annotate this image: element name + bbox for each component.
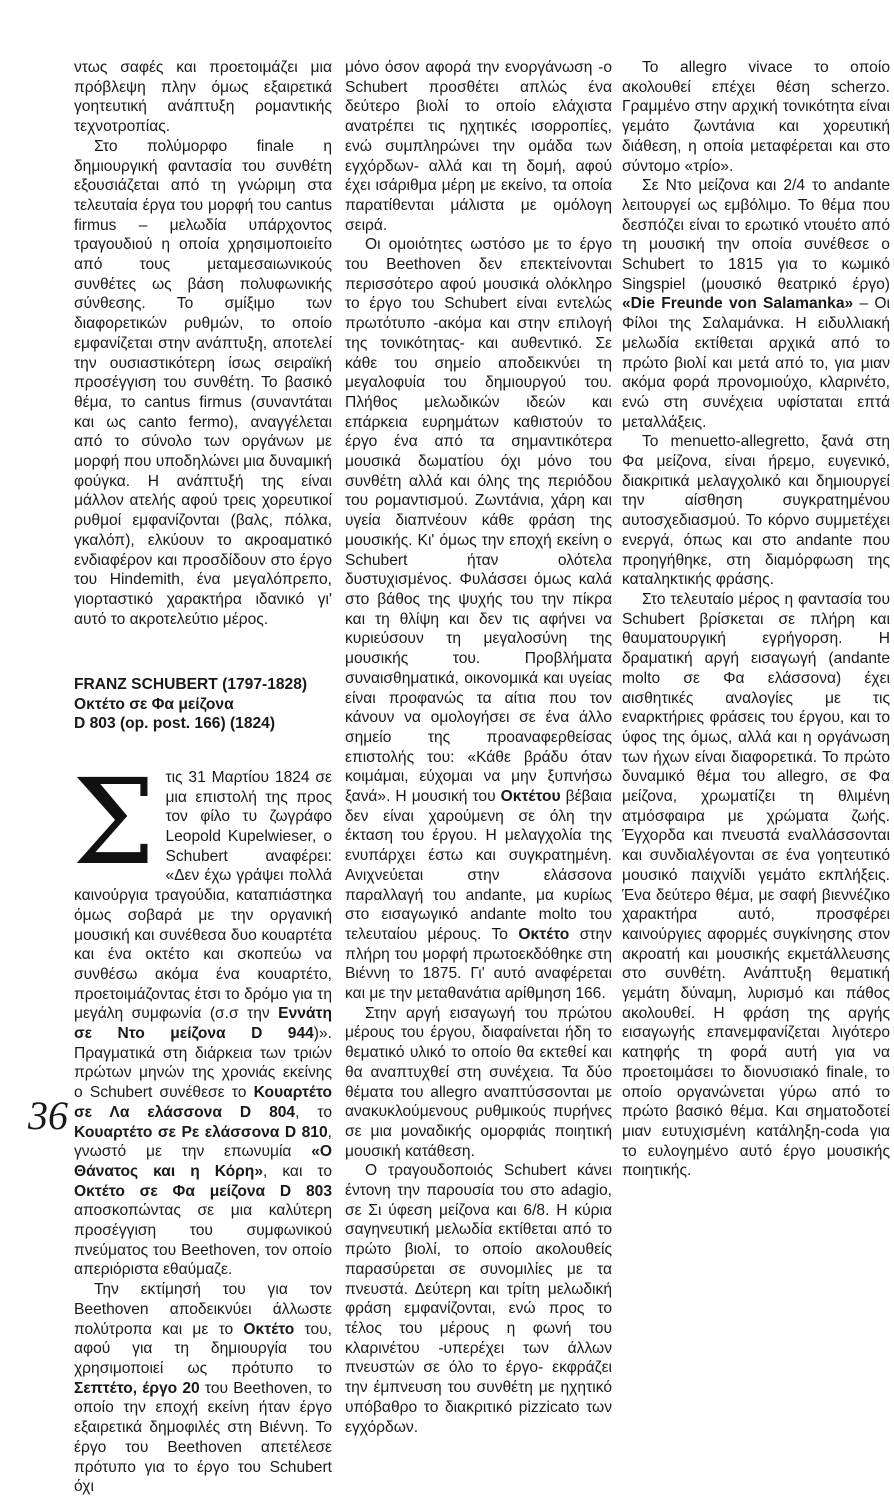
- bold-run: Οκτέτο: [518, 925, 570, 943]
- text-column-1: [74, 58, 332, 1497]
- bold-run: «Ο Θάνατος και η Κόρη»: [74, 1143, 332, 1180]
- text-run: , γνωστό με την επωνυμία: [74, 1123, 332, 1161]
- bold-run: «Die Freunde von Salamanka»: [622, 295, 854, 313]
- bold-run: Οκτέτο σε Φα μείζονα D 803: [74, 1182, 332, 1200]
- paragraph: Στο τελευταίο μέρος η φαντασία του Schubert βρίσκεται σε πλήρη και θαυματουργική εγρήγορση. Η δραματική αργή εισαγωγή (andante molto σε Φα ελάσσονα) έχει αισθητικές αναλογίες με τις εναρκτήριες φράσεις του έργου, και το ύφος της όμως, αλλά και η οργάνωση των ήχων είναι διαφορετικά. Το πρώτο δυναμικό θέμα του allegro, σε Φα μείζονα, χρωματίζει τη θλιμένη ατμόσφαιρα με χρώματα ζωής. Έγχορδα και πνευστά εναλλάσσονται και συνδιαλέγονται σε ένα γοητευτικό μουσικό παιχνίδι γεμάτο εκπλήξεις. Ένα δεύτερο θέμα, με σαφή βιεννέζικο χαρακτήρα αυτό, προσφέρει καινούργιες αφορμές συγκίνησης στον ακροατή και μουσικής εκμετάλλευσης στο συνθέτη. Ανάπτυξη θεματική γεμάτη δύναμη, λυρισμό και πάθος ακολουθεί. Η φράση της αργής εισαγωγής επανεμφανίζεται λιγότερο κατηφής τη φορά αυτή για να προετοιμάσει το διονυσιακό finale, το οποίο οργανώνεται γύρω από το πρώτο βασικό θέμα. Και σηματοδοτεί μιαν ευτυχισμένη κατάληξη-coda για το ευλογημένο αυτό έργο μουσικής ποιητικής.: [622, 590, 890, 1180]
- paragraph: [622, 176, 890, 432]
- text-column-3: [622, 58, 890, 1181]
- text-run: αποσκοπώντας σε μια καλύτερη προσέγγιση του συμφωνικού πνεύματος του Beethoven, τον οποίο απεριόριστα εθαύμαζε.: [74, 1202, 332, 1279]
- text-run: )». Πραγματικά στη διάρκεια των τριών πρώτων μηνών της χρονιάς εκείνης ο Schubert συνέθεσε το: [74, 1025, 332, 1102]
- paragraph: Ο τραγουδοποιός Schubert κάνει έντονη την παρουσία του στο adagio, σε Σι ύφεση μείζονα και 6/8. Η κύρια σαγηνευτική μελωδία εκτίθεται από το πρώτο βιολί, το οποίο ακολουθείς παρασύρεται σε συνομιλίες με τα πνευστά. Δεύτερη και τρίτη μελωδική φράση εμφανίζονται, ενώ προς το τέλος του μέρους η φωνή του κλαρινέτου -υπερέχει των άλλων πνευστών σε όλο το έργο- εκφράζει την έμπνευση του συνθέτη με ηχητικό υπόβαθρο το διακριτικό pizzicato των εγχόρδων.: [345, 1162, 612, 1436]
- paragraph: [72, 752, 333, 1280]
- drop-cap: Σ: [72, 752, 156, 891]
- text-run: του, αφού για τη δημιουργία του χρησιμοποιεί ως πρότυπο το: [74, 1320, 332, 1377]
- paragraph: μόνο όσον αφορά την ενοργάνωση -ο Schubert προσθέτει απλώς ένα δεύτερο βιολί το οποίο ελάχιστα ανατρέπει τις ηχητικές ισορροπίες, ενώ συμπληρώνει την ομάδα των εγχόρδων- αλλά και τη δομή, αφού έχει ισάριθμα μέρη με εκείνο, τα οποία παρατίθενται μάλιστα με ομόλογη σειρά.: [345, 59, 612, 234]
- paragraph: [74, 1280, 332, 1497]
- text-run: βέβαια δεν είναι χαρούμενη σε όλη την έκταση του έργου. Η μελαγχολία της ενυπάρχει έστω και συγκρατημένη. Ανιχνεύεται στην ελάσσονα παραλλαγή του andante, μα κυρίως στο εισαγωγικό andante molto του τελευταίου μέρους. Το: [345, 788, 613, 943]
- text-column-2: [345, 58, 612, 1437]
- text-run: , το: [295, 1103, 332, 1121]
- bold-run: Οκτέτο: [243, 1320, 295, 1338]
- paragraph: ντως σαφές και προετοιμάζει μια πρόβλεψη πλην όμως εξαιρετικά γοητευτική ανάπτυξη ρομαντικής τεχνοτροπίας.: [74, 59, 332, 136]
- bold-run: Κουαρτέτο σε Ρε ελάσσονα D 810: [74, 1123, 328, 1141]
- text-run: τις 31 Μαρτίου 1824 σε μια επιστολή της προς τον φίλο τυ ζωγράφο Leopold Kupelwieser, ο Schubert αναφέρει: «Δεν έχω γράψει πολλά καινούργια τραγούδια, καταπιάστηκα όμως σοβαρά με την οργανική μουσική και συνέθεσα δυο κουαρτέτα και ένα οκτέτο και σκοπεύω να συνθέσω ακόμα ένα κουαρτέτο, προετοιμάζοντας έτσι το δρόμο για τη μεγάλη συμφωνία (σ.σ την: [74, 768, 332, 1023]
- text-run: Οι ομοιότητες ωστόσο με το έργο του Beethoven δεν επεκτείνονται περισσότερο αφού μουσικά ολόκληρο το έργο του Schubert είναι εντελώς πρωτότυπο -ακόμα και στην επιλογή της τονικότητας- και αυθεντικό. Σε κάθε του σημείο αποδεικνύει τη μεγαλοφυία του δημιουργού του. Πλήθος μελωδικών ιδεών και επάρκεια ευρημάτων καθιστούν το έργο ένα από τα σημαντικότερα μουσικά δωματίου όχι μόνο του συνθέτη αλλά και όλης της περιόδου του ρομαντισμού. Ζωντάνια, χάρη και υγεία διαπνέουν κάθε φράση της μουσικής. Κι' όμως την εποχή εκείνη ο Schubert ήταν ολότελα δυστυχισμένος. Φυλάσσει όμως καλά στο βάθος της ψυχής του την πίκρα και τη θλίψη και δεν τις αφήνει να κυριεύσουν τη μεγαλοσύνη της μουσικής του. Προβλήματα συναισθηματικά, οικονομικά και υγείας είναι προφανώς τα αίτια που τον κάνουν να ομολογήσει σε ένα άλλο σημείο της προαναφερθείσας επιστολής του: «Κάθε βράδυ όταν κοιμάμαι, εύχομαι να μην ξυπνήσω ξανά». Η μουσική του: [345, 236, 612, 806]
- paragraph: [345, 235, 612, 1003]
- page-number: 36: [28, 1093, 68, 1138]
- text-run: Την εκτίμησή του για τον Beethoven αποδεικνύει άλλωστε πολύτροπα και με το: [74, 1281, 332, 1338]
- bold-run: Οκτέτου: [500, 788, 561, 806]
- composer-name: FRANZ SCHUBERT (1797-1828): [74, 676, 308, 694]
- bold-run: Σεπτέτο, έργο 20: [74, 1379, 200, 1397]
- paragraph: Το allegro vivace το οποίο ακολουθεί επέχει θέση scherzo. Γραμμένο στην αρχική τονικότητα είναι γεμάτο ζωντάνια και χορευτική διάθεση, η οποία μεταφέρεται και στο σύντομο «τρίο».: [622, 59, 890, 175]
- work-title: Οκτέτο σε Φα μείζονα: [74, 695, 234, 713]
- text-run: Σε Ντο μείζονα και 2/4 το andante λειτουργεί ως εμβόλιμο. Το θέμα που δεσπόζει είναι το ερωτικό ντουέτο από τη μουσική την οποία συνέθεσε ο Schubert το 1815 για το κωμικό Singspiel (μουσικό θεατρικό έργο): [622, 177, 890, 293]
- work-heading: [74, 675, 332, 734]
- work-catalogue: D 803 (op. post. 166) (1824): [74, 715, 276, 733]
- paragraph: Στην αργή εισαγωγή του πρώτου μέρους του έργου, διαφαίνεται ήδη το θεματικό υλικό το οποίο θα εκτεθεί και θα αναπτυχθεί στη συνέχεια. Τα δύο θέματα του allegro αναπτύσσονται με ανακυκλούμενους ρυθμικούς πυρήνες σε μια μοναδικής ομορφιάς ποιητική μουσική κατάθεση.: [345, 1004, 612, 1160]
- paragraph: Στο πολύμορφο finale η δημιουργική φαντασία του συνθέτη εξουσιάζεται από τη γνώριμη στα τελευταία έργα του μορφή του cantus firmus – μελωδία υπάρχοντος τραγουδιού η οποία χρησιμοποιείτο από τους μεταμεσαιωνικούς συνθέτες ως βάση πολυφωνικής σύνθεσης. Το σμίξιμο των διαφορετικών ρυθμών, το οποίο εμφανίζεται στην ανάπτυξη, αποτελεί την ουσιαστικότερη ίσως σειραϊκή προσέγγιση του συνθέτη. Το βασικό θέμα, το cantus firmus (συναντάται και ως canto fermo), αναγγέλεται από το σύνολο των οργάνων με μορφή που υποδηλώνει μια δυναμική φούγκα. Η ανάπτυξή της είναι μάλλον ατελής αφού τρεις χορευτικοί ρυθμοί εμφανίζονται (βαλς, πόλκα, γκαλόπ), ελκύουν το ακροαματικό ενδιαφέρον και προσδίδουν στο έργο του Hindemith, ένα μεγαλόπρεπο, γιορταστικό χαρακτήρα ιδανικό γι' αυτό το ακροτελεύτιο μέρος.: [74, 137, 332, 628]
- paragraph: Το menuetto-allegretto, ξανά στη Φα μείζονα, είναι ήρεμο, ευγενικό, διακριτικά μελαγχολικό και δημιουργεί την αίσθηση συγκρατημένου αυτοσχεδιασμού. Το κόρνο συμμετέχει ενεργά, όπως και στο andante που προηγήθηκε, στη διαμόρφωση της καταληκτικής φράσης.: [622, 433, 890, 589]
- text-run: , και το: [263, 1162, 333, 1180]
- bold-run: Κουαρτέτο σε Λα ελάσσονα D 804: [74, 1084, 332, 1121]
- bold-run: Εννάτη σε Ντο μείζονα D 944: [74, 1005, 332, 1043]
- text-run: του Beethoven, το οποίο την εποχή εκείνη ήταν έργο εξαιρετικά δημοφιλές στη Βιέννη. Το έργο του Beethoven απετέλεσε πρότυπο για το έργο του Schubert όχι: [74, 1379, 332, 1496]
- text-run: στην πλήρη του μορφή πρωτοεκδόθηκε στη Βιέννη το 1875. Γι' αυτό αναφέρεται και με την μεταθανάτια αρίθμηση 166.: [345, 925, 612, 1003]
- text-run: – Οι Φίλοι της Σαλαμάνκα. Η ειδυλλιακή μελωδία εκτίθεται αρχικά από το πρώτο βιολί και μετά από το, για μιαν ακόμα φορά προνομιούχο, κλαρινέτο, ενώ στη συνέχεια υφίσταται επτά μεταλλάξεις.: [622, 295, 890, 431]
